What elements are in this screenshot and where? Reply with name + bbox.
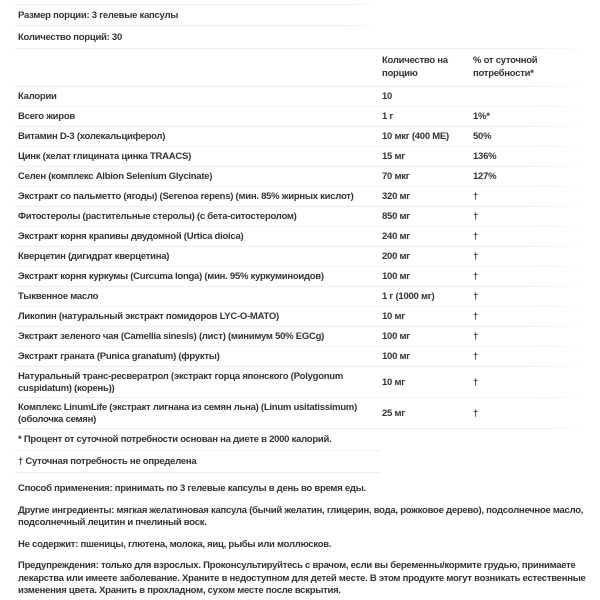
table-row	[18, 127, 588, 147]
row-label: Всего жиров	[18, 111, 75, 123]
table-row	[18, 267, 588, 287]
row-amount: 10 мг	[382, 376, 405, 388]
row-amount: 10 мкг (400 МЕ)	[382, 131, 449, 143]
row-label: Натуральный транс-ресвератрол (экстракт горца японского (Polygonum cuspidatum) (корень))	[18, 371, 344, 394]
row-label: Экстракт зеленого чая (Camellia sinesis) (лист) (минимум 50% EGCg)	[18, 331, 325, 343]
row-label: Экстракт корня крапивы двудомной (Urtica dioica)	[18, 231, 244, 243]
row-dv: †	[473, 376, 479, 388]
footnote: * Процент от суточной потребности основан на диете в 2000 калорий.	[18, 429, 588, 451]
row-dv: †	[473, 291, 479, 303]
table-header	[18, 49, 588, 86]
row-amount: 25 мг	[382, 407, 405, 419]
row-dv: 1%*	[473, 111, 490, 123]
row-label: Ликопин (натуральный экстракт помидоров LYC-O-MATO)	[18, 311, 279, 323]
row-amount: 100 мг	[382, 331, 410, 343]
table-row	[18, 347, 588, 367]
row-amount: 10	[382, 91, 393, 103]
footnotes	[18, 429, 588, 473]
row-amount: 1 г (1000 мг)	[382, 291, 435, 303]
amount-column-header: Количество на порцию	[382, 55, 448, 79]
row-dv: †	[473, 191, 479, 203]
table-row	[18, 107, 588, 127]
table-row	[18, 367, 588, 398]
paragraph: Другие ингредиенты: мягкая желатиновая капсула (бычий желатин, глицерин, вода, рожковое дерево), подсолнечное масло, подсолнечный лецитин и пчелиный воск.	[18, 504, 584, 528]
paragraph: Предупреждения: только для взрослых. Проконсультируйтесь с врачом, если вы беременны/кормите грудью, принимаете лекарства или имеете заболевание. Храните в недоступном для детей месте. В этом продукте могут возникать естественные изменения цвета. Хранить в прохладном, сухом месте после вскрытия.	[18, 560, 586, 596]
table-row	[18, 307, 588, 327]
row-amount: 100 мг	[382, 271, 410, 283]
serving-size-row: Размер порции: 3 гелевые капсулы	[18, 9, 179, 21]
row-label: Комплекс LinumLife (экстракт лигнана из семян льна) (Linum usitatissimum) (оболочка семян)	[18, 402, 358, 425]
row-dv: 127%	[473, 171, 497, 183]
row-label: Экстракт граната (Punica granatum) (фрукты)	[18, 351, 220, 363]
row-dv: †	[473, 271, 479, 283]
row-amount: 200 мг	[382, 251, 410, 263]
row-label: Кверцетин (дигидрат кверцетина)	[18, 251, 170, 263]
table-row	[18, 87, 588, 107]
row-amount: 100 мг	[382, 351, 410, 363]
row-dv: †	[473, 211, 479, 223]
row-dv: †	[473, 251, 479, 263]
row-amount: 1 г	[382, 111, 394, 123]
info-paragraphs	[18, 473, 588, 598]
table-body	[18, 87, 588, 429]
row-label: Тыквенное масло	[18, 291, 99, 303]
row-label: Экстракт со пальметто (ягоды) (Serenoa repens) (мин. 85% жирных кислот)	[18, 191, 354, 203]
row-dv: †	[473, 351, 479, 363]
row-amount: 320 мг	[382, 191, 410, 203]
table-row	[18, 167, 588, 187]
dv-column-header: % от суточной потребности*	[473, 55, 538, 79]
row-amount: 240 мг	[382, 231, 410, 243]
table-row	[18, 247, 588, 267]
row-label: Цинк (хелат глицината цинка TRAACS)	[18, 151, 191, 163]
row-dv: †	[473, 231, 479, 243]
table-row	[18, 187, 588, 207]
row-dv: †	[473, 331, 479, 343]
row-label: Калории	[18, 91, 57, 103]
row-amount: 850 мг	[382, 211, 410, 223]
row-dv: †	[473, 311, 479, 323]
row-label: Фитостеролы (растительные стеролы) (с бета-ситостеролом)	[18, 211, 297, 223]
table-row	[18, 398, 588, 429]
table-row	[18, 327, 588, 347]
row-amount: 10 мг	[382, 311, 405, 323]
table-row	[18, 287, 588, 307]
row-label: Витамин D-3 (холекальциферол)	[18, 131, 166, 143]
row-amount: 70 мкг	[382, 171, 410, 183]
row-dv: 136%	[473, 151, 497, 163]
table-row	[18, 227, 588, 247]
row-label: Экстракт корня куркумы (Curcuma longa) (мин. 95% куркуминоидов)	[18, 271, 324, 283]
row-dv: 50%	[473, 131, 492, 143]
paragraph: Способ применения: принимать по 3 гелевые капсулы в день во время еды.	[18, 483, 366, 494]
paragraph: Не содержит: пшеницы, глютена, молока, яиц, рыбы или моллюсков.	[18, 538, 332, 550]
row-dv: †	[473, 407, 479, 419]
table-row	[18, 147, 588, 167]
servings-count-row: Количество порций: 30	[18, 31, 122, 43]
table-row	[18, 207, 588, 227]
footnote: † Суточная потребность не определена	[18, 451, 588, 473]
row-label: Селен (комплекс Albion Selenium Glycinate)	[18, 171, 213, 183]
row-amount: 15 мг	[382, 151, 405, 163]
